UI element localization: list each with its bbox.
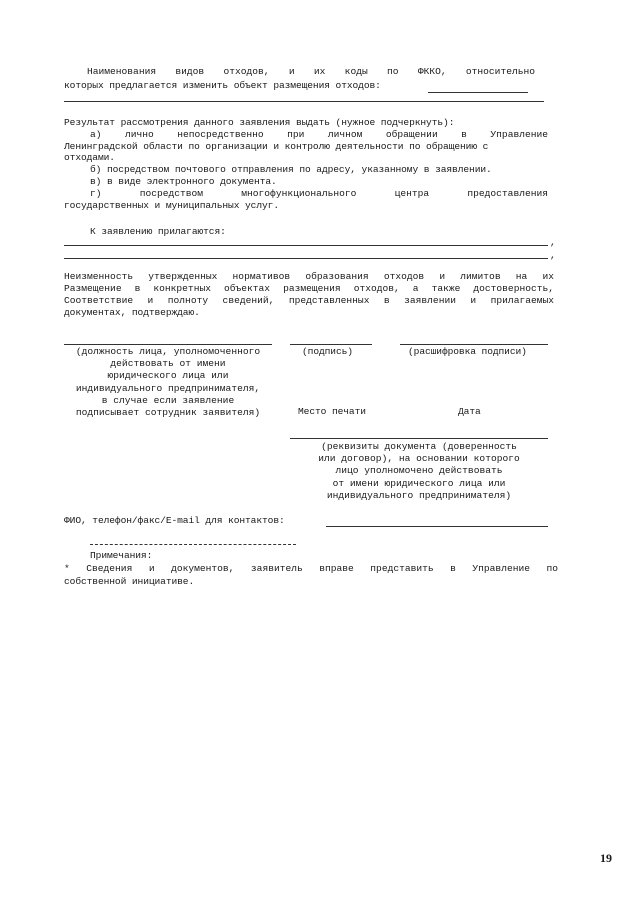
confirm-line-4: документах, подтверждаю. [64,307,200,318]
date-label: Дата [458,406,481,417]
waste-types-fill-line-1 [428,92,528,93]
position-fill-line [64,344,272,345]
result-intro: Результат рассмотрения данного заявления выдать (нужное подчеркнуть): [64,117,455,128]
position-caption-line-4: индивидуального предпринимателя, [75,382,261,394]
contacts-label: ФИО, телефон/факс/E-mail для контактов: [64,515,285,526]
confirm-line-1: Неизменность утвержденных нормативов образования отходов и лимитов на их [64,271,554,282]
attached-fill-line-1 [64,245,548,246]
position-caption-line-2: действовать от имени [110,358,226,370]
waste-types-line-1: Наименования видов отходов, и их коды по ФККО, относительно [87,66,535,77]
result-option-b: б) посредством почтового отправления по адресу, указанному в заявлении. [90,164,492,175]
decode-caption: (расшифровка подписи) [408,346,527,357]
requisites-caption [290,441,548,502]
confirm-line-2: Размещение в конкретных объектах размещения отходов, а также достоверность, [64,283,554,294]
result-option-a-line-2: Ленинградской области по организации и контролю деятельности по обращению с [64,141,489,152]
notes-line-2: собственной инициативе. [64,576,195,587]
requisites-caption-line-5: индивидуального предпринимателя) [326,489,512,501]
signature-fill-line [290,344,372,345]
attached-comma-2: , [550,250,556,261]
decode-fill-line [400,344,548,345]
footnote-separator [90,544,296,545]
signature-caption: (подпись) [302,346,353,357]
attached-label: К заявлению прилагаются: [90,226,226,237]
position-caption-line-5: в случае если заявление [101,394,235,406]
waste-types-line-2: которых предлагается изменить объект размещения отходов: [64,80,381,91]
position-caption [64,346,272,419]
requisites-fill-line [290,438,548,439]
requisites-caption-line-4: от имени юридического лица или [332,477,506,489]
requisites-caption-line-3: лицо уполномочено действовать [335,465,503,477]
requisites-caption-line-2: или договор), на основании которого [318,453,520,465]
requisites-caption-line-1: (реквизиты документа (доверенность [321,441,517,452]
position-caption-line-6: подписывает сотрудник заявителя) [75,407,261,419]
result-option-d-line-1: г) посредством многофункционального центра предоставления [90,188,548,199]
position-caption-line-3: юридического лица или [107,370,229,382]
result-option-a-line-3: отходами. [64,152,115,163]
contacts-fill-line [326,526,548,527]
attached-comma-1: , [550,237,556,248]
waste-types-fill-line-2 [64,101,544,102]
notes-line-1: * Сведения и документов, заявитель вправе представить в Управление по [64,563,558,574]
result-option-d-line-2: государственных и муниципальных услуг. [64,200,279,211]
stamp-place-label: Место печати [298,406,366,417]
confirm-line-3: Соответствие и полноту сведений, представленных в заявлении и прилагаемых [64,295,554,306]
result-option-a-line-1: а) лично непосредственно при личном обращении в Управление [90,129,548,140]
position-caption-line-1: (должность лица, уполномоченного [75,346,261,357]
notes-title: Примечания: [90,550,153,561]
result-option-c: в) в виде электронного документа. [90,176,277,187]
attached-fill-line-2 [64,258,548,259]
page-number: 19 [600,851,612,865]
